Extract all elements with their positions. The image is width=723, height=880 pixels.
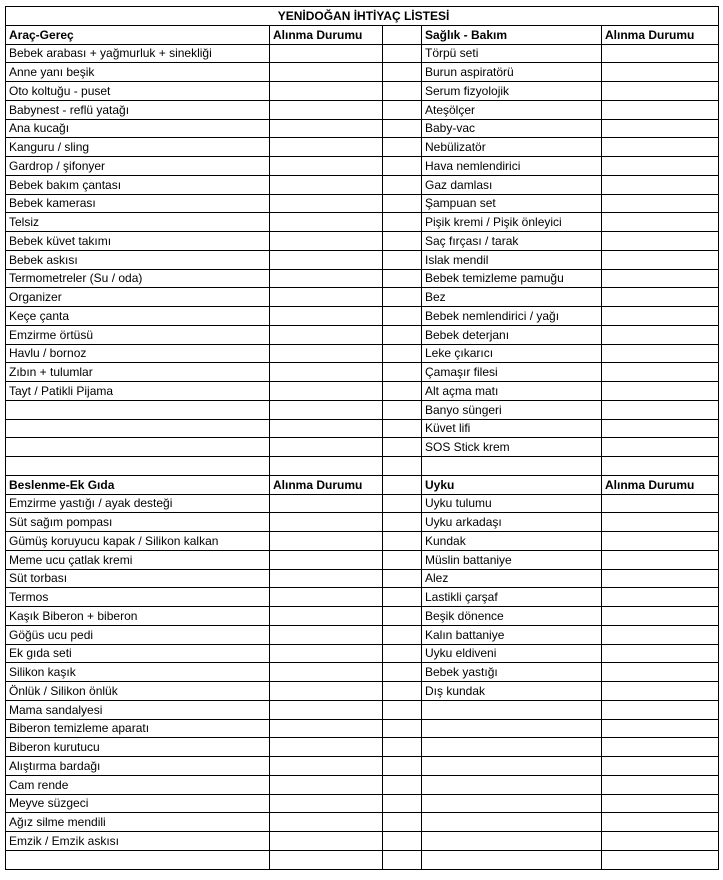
- category-heading: Sağlık - Bakım: [422, 25, 602, 44]
- item-name: Kaşık Biberon + biberon: [6, 607, 270, 626]
- item-name: Ana kucağı: [6, 119, 270, 138]
- table-row: [6, 213, 719, 232]
- table-row: [6, 588, 719, 607]
- status-cell[interactable]: [270, 700, 383, 719]
- item-name: Silikon kaşık: [6, 663, 270, 682]
- item-name: Kundak: [422, 532, 602, 551]
- status-cell[interactable]: [602, 513, 719, 532]
- table-row: [6, 194, 719, 213]
- spacer-cell: [383, 588, 422, 607]
- spacer-cell: [383, 194, 422, 213]
- empty-cell: [422, 700, 602, 719]
- table-row: [6, 44, 719, 63]
- spacer-cell: [383, 419, 422, 438]
- spacer-cell: [383, 775, 422, 794]
- item-name: Banyo süngeri: [422, 400, 602, 419]
- empty-cell: [422, 757, 602, 776]
- status-cell[interactable]: [270, 832, 383, 851]
- table-row: [6, 644, 719, 663]
- item-name: Mama sandalyesi: [6, 700, 270, 719]
- item-name: Biberon kurutucu: [6, 738, 270, 757]
- item-name: Süt sağım pompası: [6, 513, 270, 532]
- table-row: [6, 494, 719, 513]
- status-cell[interactable]: [270, 532, 383, 551]
- status-cell[interactable]: [602, 738, 719, 757]
- item-name: Termometreler (Su / oda): [6, 269, 270, 288]
- empty-cell: [6, 438, 270, 457]
- table-row: [6, 119, 719, 138]
- status-cell[interactable]: [602, 307, 719, 326]
- status-cell[interactable]: [602, 832, 719, 851]
- status-cell[interactable]: [270, 175, 383, 194]
- table-row: [6, 438, 719, 457]
- status-cell[interactable]: [270, 457, 383, 476]
- table-row: [6, 457, 719, 476]
- status-cell[interactable]: [602, 625, 719, 644]
- category-heading: Araç-Gereç: [6, 25, 270, 44]
- spacer-cell: [383, 382, 422, 401]
- spacer-cell: [383, 494, 422, 513]
- spacer-cell: [383, 625, 422, 644]
- status-cell[interactable]: [270, 682, 383, 701]
- status-cell[interactable]: [270, 738, 383, 757]
- item-name: Bebek bakım çantası: [6, 175, 270, 194]
- spacer-cell: [383, 550, 422, 569]
- empty-cell: [6, 457, 270, 476]
- table-row: [6, 400, 719, 419]
- status-cell[interactable]: [602, 63, 719, 82]
- status-cell[interactable]: [270, 813, 383, 832]
- table-row: [6, 82, 719, 101]
- status-cell[interactable]: [602, 532, 719, 551]
- item-name: Ek gıda seti: [6, 644, 270, 663]
- status-cell[interactable]: [602, 100, 719, 119]
- item-name: Şampuan set: [422, 194, 602, 213]
- status-cell[interactable]: [270, 550, 383, 569]
- table-row: [6, 232, 719, 251]
- spacer-cell: [383, 213, 422, 232]
- item-name: Emzik / Emzik askısı: [6, 832, 270, 851]
- spacer-cell: [383, 363, 422, 382]
- empty-cell: [422, 719, 602, 738]
- spacer-cell: [383, 663, 422, 682]
- item-name: Gardrop / şifonyer: [6, 157, 270, 176]
- item-name: Havlu / bornoz: [6, 344, 270, 363]
- status-cell[interactable]: [270, 719, 383, 738]
- item-name: Bebek temizleme pamuğu: [422, 269, 602, 288]
- item-name: Dış kundak: [422, 682, 602, 701]
- status-cell[interactable]: [270, 82, 383, 101]
- status-cell[interactable]: [270, 625, 383, 644]
- item-name: Meyve süzgeci: [6, 794, 270, 813]
- status-cell[interactable]: [270, 363, 383, 382]
- spacer-cell: [383, 400, 422, 419]
- status-cell[interactable]: [270, 644, 383, 663]
- status-cell[interactable]: [602, 663, 719, 682]
- spacer-cell: [383, 100, 422, 119]
- table-row: [6, 794, 719, 813]
- status-cell[interactable]: [270, 307, 383, 326]
- status-cell[interactable]: [270, 63, 383, 82]
- table-row: [6, 175, 719, 194]
- table-row: [6, 682, 719, 701]
- spacer-cell: [383, 307, 422, 326]
- item-name: Oto koltuğu - puset: [6, 82, 270, 101]
- status-cell[interactable]: [602, 794, 719, 813]
- status-cell[interactable]: [270, 850, 383, 869]
- spacer-cell: [383, 175, 422, 194]
- table-row: [6, 325, 719, 344]
- status-cell[interactable]: [602, 850, 719, 869]
- spacer-cell: [383, 138, 422, 157]
- status-cell[interactable]: [270, 382, 383, 401]
- table-row: [6, 757, 719, 776]
- item-name: Gümüş koruyucu kapak / Silikon kalkan: [6, 532, 270, 551]
- status-heading: Alınma Durumu: [270, 475, 383, 494]
- spacer-cell: [383, 157, 422, 176]
- empty-cell: [6, 400, 270, 419]
- status-cell[interactable]: [270, 269, 383, 288]
- status-cell[interactable]: [602, 82, 719, 101]
- status-cell[interactable]: [602, 457, 719, 476]
- item-name: Alt açma matı: [422, 382, 602, 401]
- table-row: [6, 663, 719, 682]
- spacer-cell: [383, 325, 422, 344]
- spacer-cell: [383, 832, 422, 851]
- status-cell[interactable]: [602, 119, 719, 138]
- spacer-cell: [383, 513, 422, 532]
- table-row: [6, 363, 719, 382]
- table-row: [6, 100, 719, 119]
- status-cell[interactable]: [270, 607, 383, 626]
- status-cell[interactable]: [270, 663, 383, 682]
- status-cell[interactable]: [270, 794, 383, 813]
- status-cell[interactable]: [270, 288, 383, 307]
- spacer-cell: [383, 607, 422, 626]
- item-name: Cam rende: [6, 775, 270, 794]
- status-cell[interactable]: [602, 44, 719, 63]
- item-name: Burun aspiratörü: [422, 63, 602, 82]
- empty-cell: [422, 775, 602, 794]
- table-row: [6, 738, 719, 757]
- empty-cell: [422, 832, 602, 851]
- empty-cell: [422, 813, 602, 832]
- section-header-row: [6, 25, 719, 44]
- item-name: Küvet lifi: [422, 419, 602, 438]
- spacer-cell: [383, 232, 422, 251]
- status-cell[interactable]: [270, 250, 383, 269]
- empty-cell: [422, 738, 602, 757]
- item-name: Organizer: [6, 288, 270, 307]
- status-cell[interactable]: [270, 757, 383, 776]
- spacer-cell: [383, 288, 422, 307]
- table-row: [6, 344, 719, 363]
- item-name: Törpü seti: [422, 44, 602, 63]
- item-name: Bez: [422, 288, 602, 307]
- status-cell[interactable]: [270, 588, 383, 607]
- table-row: [6, 550, 719, 569]
- item-name: Termos: [6, 588, 270, 607]
- item-name: Emzirme yastığı / ayak desteği: [6, 494, 270, 513]
- status-cell[interactable]: [602, 813, 719, 832]
- item-name: Serum fizyolojik: [422, 82, 602, 101]
- item-name: Leke çıkarıcı: [422, 344, 602, 363]
- item-name: Ağız silme mendili: [6, 813, 270, 832]
- spacer-cell: [383, 813, 422, 832]
- checklist-table: [5, 6, 719, 870]
- spacer-cell: [383, 569, 422, 588]
- item-name: Bebek yastığı: [422, 663, 602, 682]
- status-cell[interactable]: [602, 494, 719, 513]
- item-name: Bebek nemlendirici / yağı: [422, 307, 602, 326]
- spacer-cell: [383, 644, 422, 663]
- spacer-cell: [383, 532, 422, 551]
- spacer-cell: [383, 794, 422, 813]
- item-name: Babynest - reflü yatağı: [6, 100, 270, 119]
- spacer-cell: [383, 250, 422, 269]
- item-name: Anne yanı beşik: [6, 63, 270, 82]
- status-heading: Alınma Durumu: [602, 25, 719, 44]
- item-name: Çamaşır filesi: [422, 363, 602, 382]
- status-cell[interactable]: [602, 325, 719, 344]
- item-name: Tayt / Patikli Pijama: [6, 382, 270, 401]
- table-row: [6, 832, 719, 851]
- item-name: Uyku arkadaşı: [422, 513, 602, 532]
- table-row: [6, 382, 719, 401]
- empty-cell: [422, 457, 602, 476]
- item-name: Emzirme örtüsü: [6, 325, 270, 344]
- spacer-cell: [383, 438, 422, 457]
- status-cell[interactable]: [602, 569, 719, 588]
- status-cell[interactable]: [270, 569, 383, 588]
- spacer-cell: [383, 700, 422, 719]
- item-name: Zıbın + tulumlar: [6, 363, 270, 382]
- status-cell[interactable]: [602, 644, 719, 663]
- status-cell[interactable]: [602, 288, 719, 307]
- table-row: [6, 719, 719, 738]
- item-name: Hava nemlendirici: [422, 157, 602, 176]
- spacer-cell: [383, 850, 422, 869]
- table-row: [6, 625, 719, 644]
- status-cell[interactable]: [602, 250, 719, 269]
- item-name: Alıştırma bardağı: [6, 757, 270, 776]
- spacer-cell: [383, 25, 422, 44]
- empty-cell: [422, 850, 602, 869]
- item-name: Islak mendil: [422, 250, 602, 269]
- item-name: Gaz damlası: [422, 175, 602, 194]
- empty-cell: [6, 419, 270, 438]
- spacer-cell: [383, 344, 422, 363]
- spacer-cell: [383, 457, 422, 476]
- status-cell[interactable]: [270, 419, 383, 438]
- table-row: [6, 157, 719, 176]
- status-cell[interactable]: [602, 550, 719, 569]
- table-row: [6, 250, 719, 269]
- status-cell[interactable]: [270, 344, 383, 363]
- item-name: Bebek askısı: [6, 250, 270, 269]
- status-cell[interactable]: [270, 213, 383, 232]
- spacer-cell: [383, 738, 422, 757]
- item-name: Keçe çanta: [6, 307, 270, 326]
- status-cell[interactable]: [602, 138, 719, 157]
- item-name: Bebek kamerası: [6, 194, 270, 213]
- status-cell[interactable]: [602, 344, 719, 363]
- status-cell[interactable]: [270, 100, 383, 119]
- spacer-cell: [383, 119, 422, 138]
- status-cell[interactable]: [270, 157, 383, 176]
- status-heading: Alınma Durumu: [602, 475, 719, 494]
- table-row: [6, 569, 719, 588]
- checklist-body: [6, 7, 719, 870]
- item-name: Göğüs ucu pedi: [6, 625, 270, 644]
- spacer-cell: [383, 757, 422, 776]
- item-name: SOS Stick krem: [422, 438, 602, 457]
- spacer-cell: [383, 82, 422, 101]
- status-cell[interactable]: [270, 494, 383, 513]
- status-cell[interactable]: [602, 269, 719, 288]
- spacer-cell: [383, 719, 422, 738]
- item-name: Alez: [422, 569, 602, 588]
- item-name: Süt torbası: [6, 569, 270, 588]
- item-name: Baby-vac: [422, 119, 602, 138]
- category-heading: Uyku: [422, 475, 602, 494]
- table-row: [6, 419, 719, 438]
- status-cell[interactable]: [602, 607, 719, 626]
- status-cell[interactable]: [270, 775, 383, 794]
- status-cell[interactable]: [270, 194, 383, 213]
- item-name: Önlük / Silikon önlük: [6, 682, 270, 701]
- table-row: [6, 269, 719, 288]
- status-cell[interactable]: [270, 325, 383, 344]
- item-name: Saç fırçası / tarak: [422, 232, 602, 251]
- item-name: Biberon temizleme aparatı: [6, 719, 270, 738]
- spacer-cell: [383, 63, 422, 82]
- status-cell[interactable]: [270, 138, 383, 157]
- status-cell[interactable]: [602, 400, 719, 419]
- status-cell[interactable]: [602, 719, 719, 738]
- item-name: Uyku tulumu: [422, 494, 602, 513]
- status-cell[interactable]: [602, 157, 719, 176]
- status-cell[interactable]: [602, 194, 719, 213]
- spacer-cell: [383, 269, 422, 288]
- item-name: Lastikli çarşaf: [422, 588, 602, 607]
- item-name: Uyku eldiveni: [422, 644, 602, 663]
- table-row: [6, 307, 719, 326]
- spacer-cell: [383, 44, 422, 63]
- status-cell[interactable]: [602, 700, 719, 719]
- item-name: Bebek deterjanı: [422, 325, 602, 344]
- status-cell[interactable]: [602, 363, 719, 382]
- item-name: Telsiz: [6, 213, 270, 232]
- item-name: Kanguru / sling: [6, 138, 270, 157]
- status-cell[interactable]: [602, 757, 719, 776]
- status-cell[interactable]: [602, 175, 719, 194]
- status-cell[interactable]: [602, 382, 719, 401]
- status-cell[interactable]: [270, 44, 383, 63]
- table-row: [6, 532, 719, 551]
- title-row: [6, 7, 719, 26]
- item-name: Bebek arabası + yağmurluk + sinekliği: [6, 44, 270, 63]
- item-name: Bebek küvet takımı: [6, 232, 270, 251]
- item-name: Ateşölçer: [422, 100, 602, 119]
- status-cell[interactable]: [270, 119, 383, 138]
- status-cell[interactable]: [602, 588, 719, 607]
- status-cell[interactable]: [270, 400, 383, 419]
- table-row: [6, 138, 719, 157]
- status-cell[interactable]: [270, 232, 383, 251]
- status-cell[interactable]: [270, 438, 383, 457]
- status-cell[interactable]: [602, 232, 719, 251]
- status-cell[interactable]: [602, 419, 719, 438]
- table-row: [6, 775, 719, 794]
- spacer-cell: [383, 682, 422, 701]
- item-name: Pişik kremi / Pişik önleyici: [422, 213, 602, 232]
- table-row: [6, 607, 719, 626]
- table-row: [6, 513, 719, 532]
- table-row: [6, 288, 719, 307]
- status-cell[interactable]: [602, 438, 719, 457]
- item-name: Nebülizatör: [422, 138, 602, 157]
- status-cell[interactable]: [270, 513, 383, 532]
- sheet-title: YENİDOĞAN İHTİYAÇ LİSTESİ: [6, 7, 719, 26]
- item-name: Meme ucu çatlak kremi: [6, 550, 270, 569]
- item-name: Kalın battaniye: [422, 625, 602, 644]
- status-cell[interactable]: [602, 775, 719, 794]
- table-row: [6, 63, 719, 82]
- status-cell[interactable]: [602, 213, 719, 232]
- status-cell[interactable]: [602, 682, 719, 701]
- table-row: [6, 700, 719, 719]
- empty-cell: [422, 794, 602, 813]
- spacer-cell: [383, 475, 422, 494]
- empty-cell: [6, 850, 270, 869]
- status-heading: Alınma Durumu: [270, 25, 383, 44]
- table-row: [6, 813, 719, 832]
- category-heading: Beslenme-Ek Gıda: [6, 475, 270, 494]
- table-row: [6, 850, 719, 869]
- item-name: Müslin battaniye: [422, 550, 602, 569]
- item-name: Beşik dönence: [422, 607, 602, 626]
- section-header-row: [6, 475, 719, 494]
